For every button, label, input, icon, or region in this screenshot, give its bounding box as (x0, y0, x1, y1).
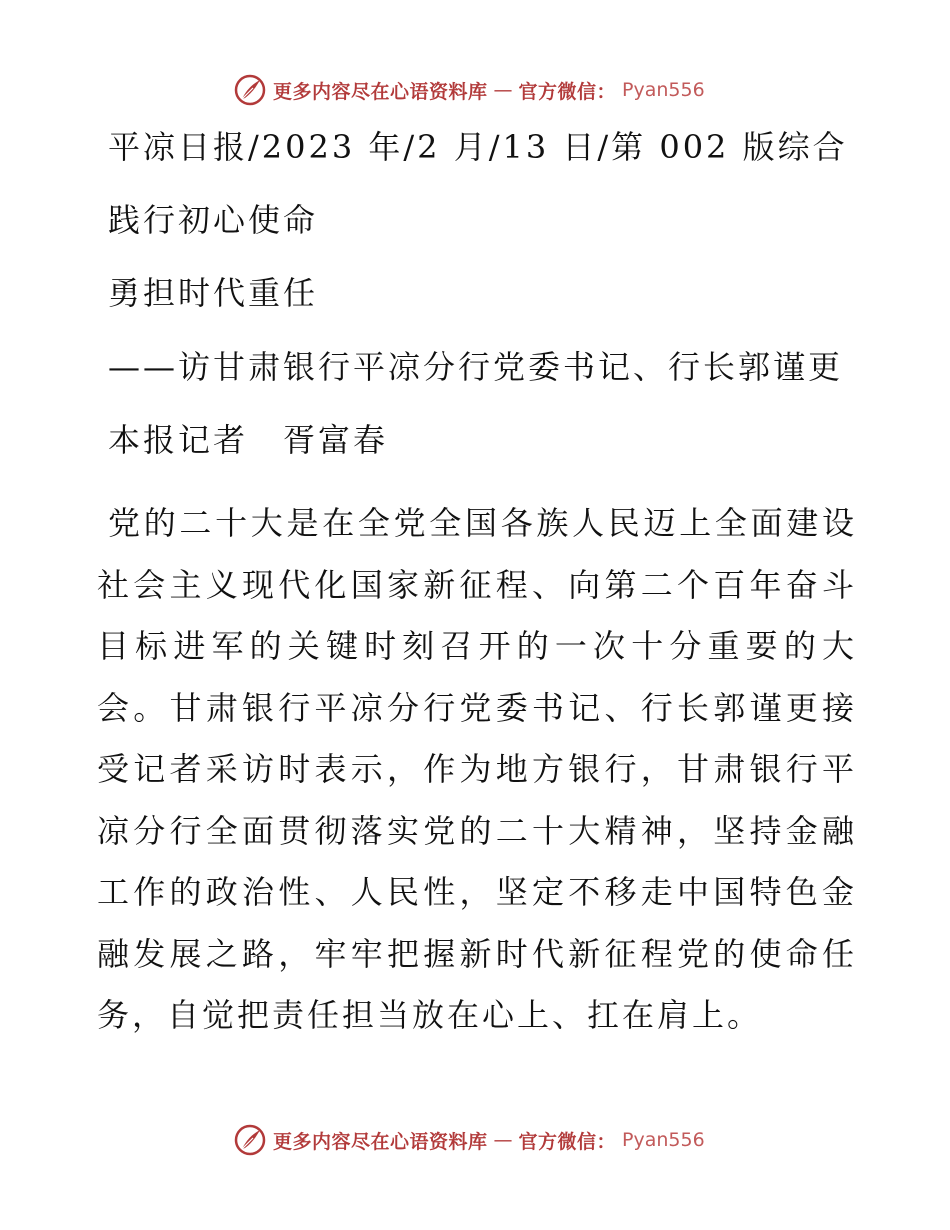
article-paragraph: 党的二十大是在全党全国各族人民迈上全面建设社会主义现代化国家新征程、向第二个百年奋斗目标进军的关键时刻召开的一次十分重要的大会。甘肃银行平凉分行党委书记、行长郭谨更接受记者采访时表示，作为地方银行，甘肃银行平凉分行全面贯彻落实党的二十大精神，坚持金融工作的政治性、人民性，坚定不移走中国特色金融发展之路，牢牢把握新时代新征程党的使命任务，自觉把责任担当放在心上、扛在肩上。 (97, 504, 857, 1034)
headline-1: 践行初心使命 (108, 201, 319, 239)
headline-2: 勇担时代重任 (108, 274, 319, 312)
byline: 本报记者 胥富春 (108, 421, 389, 459)
watermark-official-label: 官方微信： (518, 1130, 617, 1153)
watermark-wechat-id: Pyan556 (622, 1129, 705, 1151)
source-line: 平凉日报/2023 年/2 月/13 日/第 002 版综合 (108, 128, 848, 166)
watermark-separator: — (493, 79, 513, 101)
watermark-brand: 更多内容尽在心语资料库 (273, 80, 488, 103)
watermark-wechat-id: Pyan556 (622, 79, 705, 101)
watermark-brand: 更多内容尽在心语资料库 (273, 1130, 488, 1153)
feather-pen-logo-icon (233, 1123, 267, 1157)
watermark-separator: — (493, 1129, 513, 1151)
header-watermark (233, 70, 705, 110)
footer-watermark (233, 1120, 705, 1160)
watermark-official-label: 官方微信： (518, 80, 617, 103)
feather-pen-logo-icon (233, 73, 267, 107)
subheadline: ——访甘肃银行平凉分行党委书记、行长郭谨更 (108, 348, 844, 386)
